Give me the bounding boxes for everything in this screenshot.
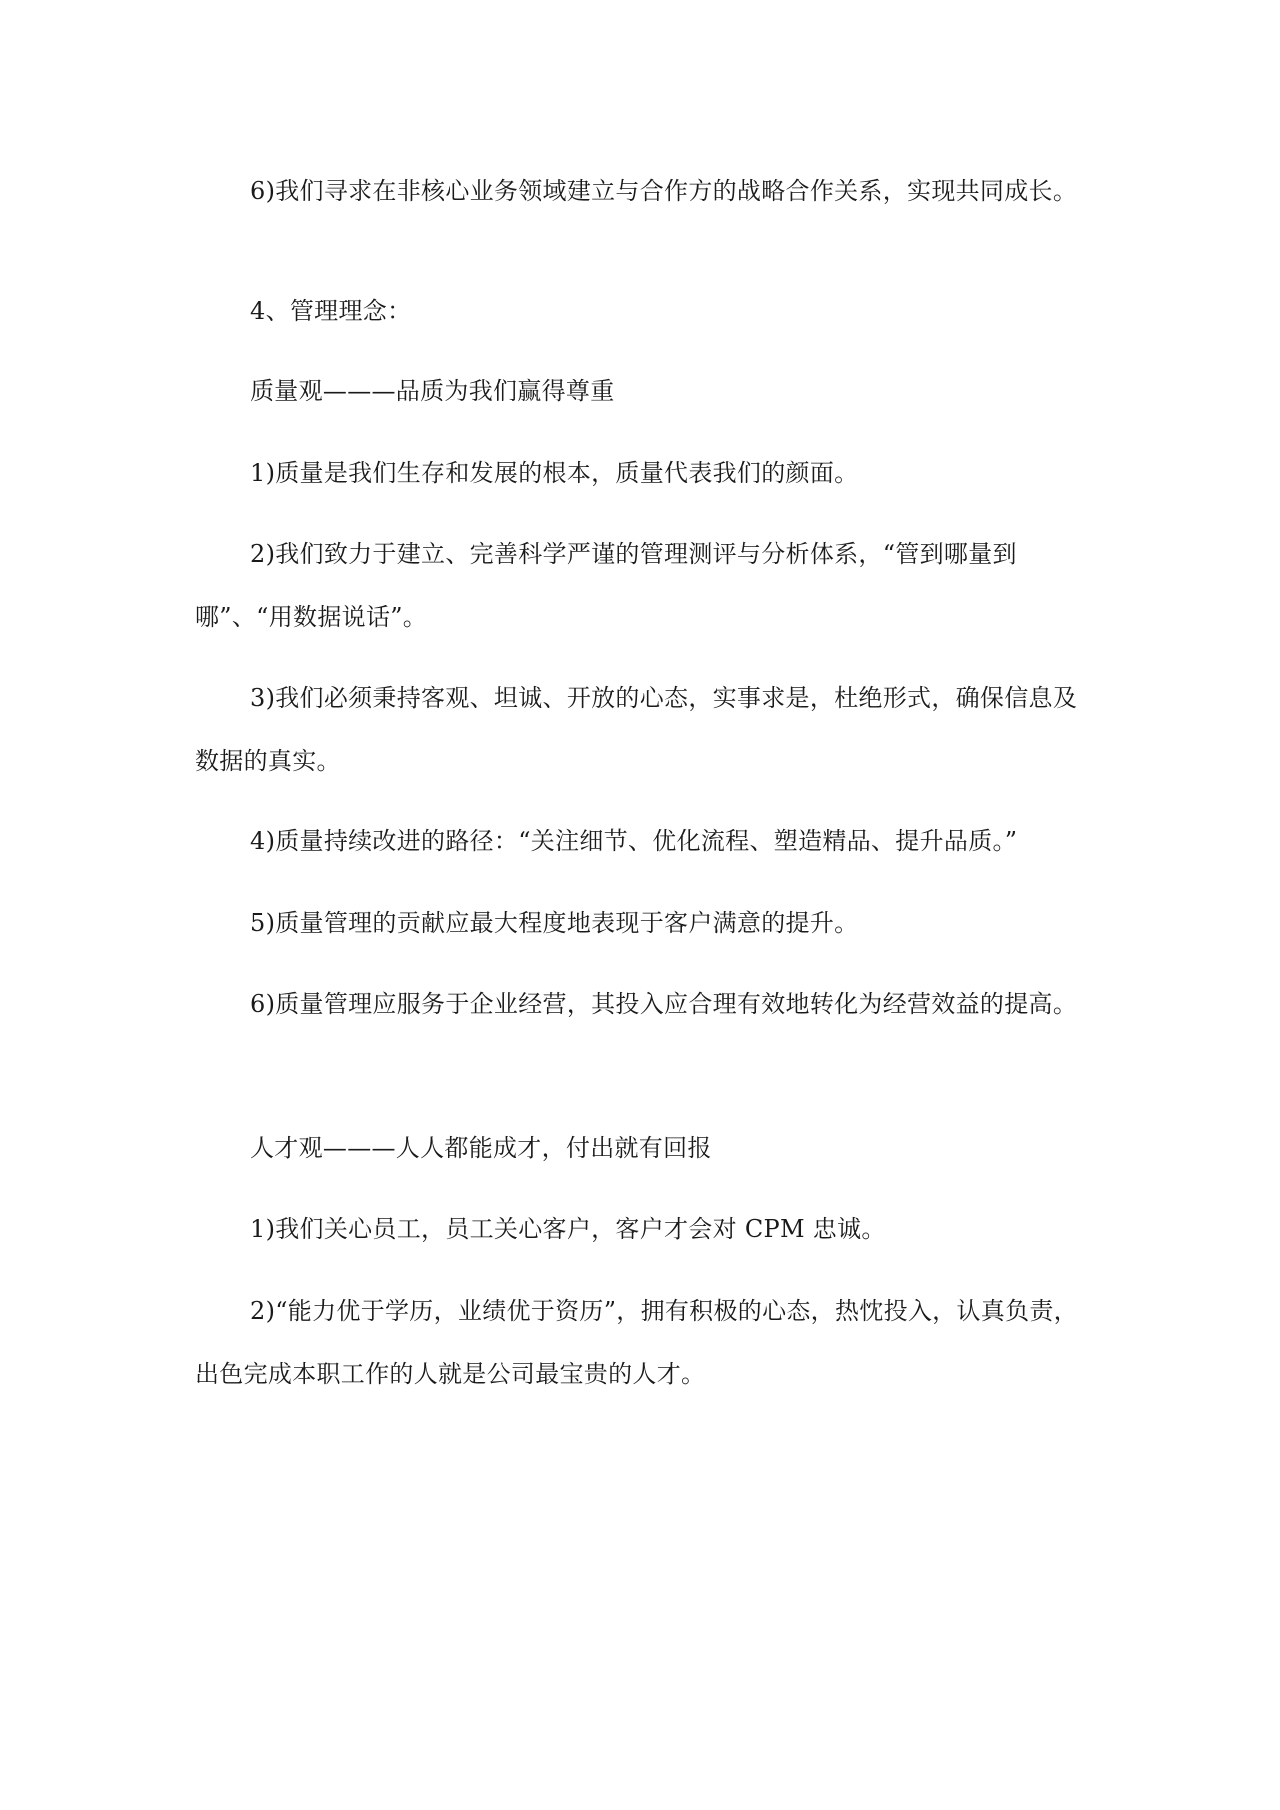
paragraph-talent-2: 2)“能力优于学历，业绩优于资历”，拥有积极的心态，热忱投入，认真负责，出色完成本职工作的人就是公司最宝贵的人才。	[195, 1297, 1078, 1388]
paragraph-talent-heading: 人才观———人人都能成才，付出就有回报	[250, 1134, 712, 1162]
paragraph-management-heading: 4、管理理念：	[250, 297, 412, 325]
paragraph-quality-4: 4)质量持续改进的路径：“关注细节、优化流程、塑造精品、提升品质。”	[250, 827, 1018, 855]
paragraph-quality-5: 5)质量管理的贡献应最大程度地表现于客户满意的提升。	[250, 909, 859, 937]
paragraph-quality-2: 2)我们致力于建立、完善科学严谨的管理测评与分析体系，“管到哪量到哪”、“用数据说话”。	[195, 540, 1017, 631]
paragraph-quality-heading: 质量观———品质为我们赢得尊重	[250, 377, 615, 405]
paragraph-quality-3: 3)我们必须秉持客观、坦诚、开放的心态，实事求是，杜绝形式，确保信息及数据的真实。	[195, 684, 1078, 775]
paragraph-talent-1: 1)我们关心员工，员工关心客户，客户才会对 CPM 忠诚。	[250, 1215, 886, 1243]
paragraph-quality-6: 6)质量管理应服务于企业经营，其投入应合理有效地转化为经营效益的提高。	[250, 990, 1078, 1018]
paragraph-partnership: 6)我们寻求在非核心业务领域建立与合作方的战略合作关系，实现共同成长。	[250, 177, 1078, 205]
paragraph-quality-1: 1)质量是我们生存和发展的根本，质量代表我们的颜面。	[250, 459, 859, 487]
